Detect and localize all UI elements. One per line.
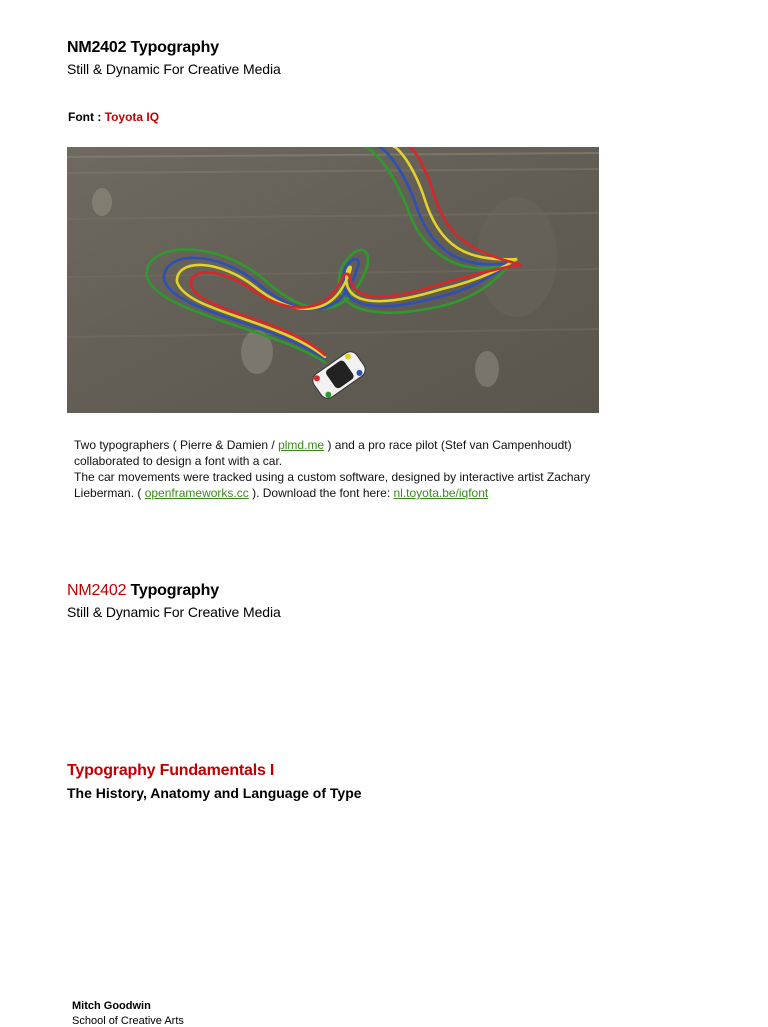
iqfont-link[interactable]: nl.toyota.be/iqfont xyxy=(393,486,489,500)
slide1-subtitle: Still & Dynamic For Creative Media xyxy=(67,61,281,77)
toyota-iq-photo xyxy=(67,147,599,413)
slide3-title: Typography Fundamentals I xyxy=(67,762,275,779)
openframeworks-link[interactable]: openframeworks.cc xyxy=(144,486,249,500)
caption-line-3: The car movements were tracked using a custom software, designed by interactive artist Zachary xyxy=(74,470,591,484)
caption-line-1 xyxy=(74,437,674,453)
caption-text: ) and a pro race pilot (Stef van Campenhoudt) xyxy=(324,438,572,452)
slide3-subtitle: The History, Anatomy and Language of Type xyxy=(67,785,362,801)
font-label: Font : xyxy=(68,110,105,124)
course-code: NM2402 xyxy=(67,582,127,599)
slide1-title: NM2402 Typography xyxy=(67,39,219,56)
caption-text: Two typographers ( Pierre & Damien / xyxy=(74,438,279,452)
caption-text: Lieberman. ( xyxy=(74,486,145,500)
school-name: School of Creative Arts xyxy=(72,1015,184,1027)
caption-line-4 xyxy=(74,485,674,501)
slide2-subtitle: Still & Dynamic For Creative Media xyxy=(67,604,281,620)
font-name: Toyota IQ xyxy=(104,110,160,124)
photo-caption xyxy=(74,437,674,501)
caption-line-2: collaborated to design a font with a car. xyxy=(74,454,283,468)
slide2-title xyxy=(67,582,219,600)
font-line xyxy=(68,110,159,124)
course-name: Typography xyxy=(126,582,219,599)
author-name: Mitch Goodwin xyxy=(72,1000,151,1012)
caption-text: ). Download the font here: xyxy=(248,486,394,500)
plmd-link[interactable]: plmd.me xyxy=(278,438,325,452)
